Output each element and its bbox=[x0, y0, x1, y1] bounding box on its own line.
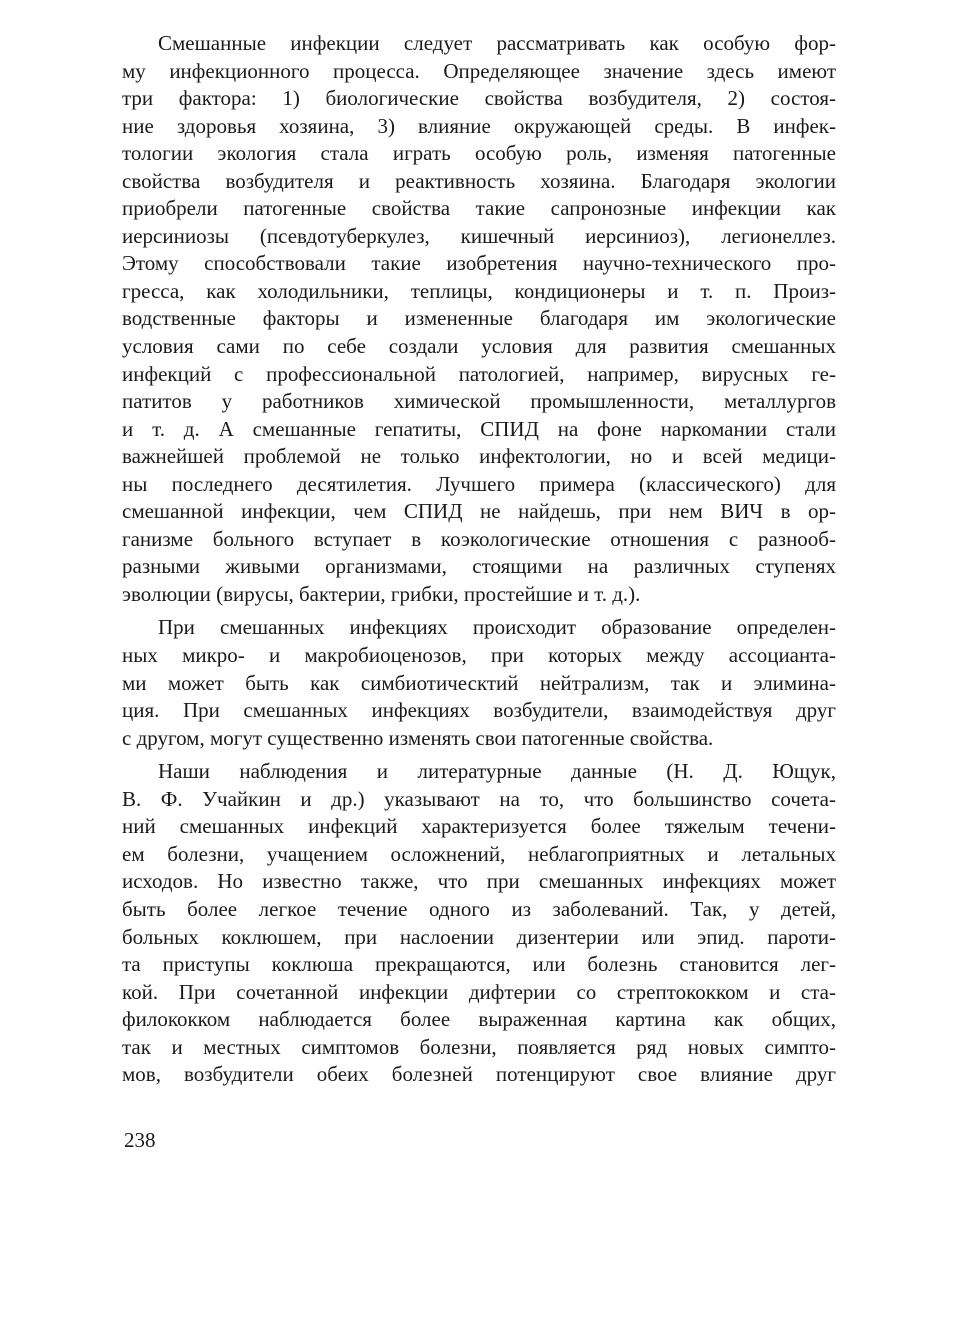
text-line: Смешанные инфекции следует рассматривать как особую фор- bbox=[158, 31, 836, 55]
text-line: тологии экология стала играть особую роль, изменяя патогенные bbox=[122, 141, 836, 166]
text-line: ганизме больного вступает в коэкологические отношения с разнооб- bbox=[122, 526, 836, 551]
text-line: инфекций с профессиональной патологией, например, вирусных ге- bbox=[122, 361, 836, 386]
text-line: три фактора: 1) биологические свойства возбудителя, 2) состоя- bbox=[122, 86, 836, 111]
text-line: патитов у работников химической промышленности, металлургов bbox=[122, 389, 836, 414]
text-line: Наши наблюдения и литературные данные (Н. Д. Ющук, bbox=[158, 759, 836, 784]
text-line: кой. При сочетанной инфекции дифтерии со стрептококком и ста- bbox=[122, 979, 836, 1004]
text-line: В. Ф. Учайкин и др.) указывают на то, что большинство сочета- bbox=[122, 786, 836, 811]
text-line: ны последнего десятилетия. Лучшего примера (классического) для bbox=[122, 471, 836, 496]
text-line: ние здоровья хозяина, 3) влияние окружающей среды. В инфек- bbox=[122, 113, 836, 138]
text-line: с другом, могут существенно изменять свои патогенные свойства. bbox=[122, 725, 714, 750]
text-line: му инфекционного процесса. Определяющее значение здесь имеют bbox=[122, 58, 836, 83]
paragraph-2 bbox=[122, 614, 836, 752]
text-line: свойства возбудителя и реактивность хозяина. Благодаря экологии bbox=[122, 168, 836, 193]
text-line: ция. При смешанных инфекциях возбудители, взаимодействуя друг bbox=[122, 698, 836, 723]
text-line: Этому способствовали такие изобретения научно-технического про- bbox=[122, 251, 836, 276]
text-line: эволюции (вирусы, бактерии, грибки, простейшие и т. д.). bbox=[122, 581, 641, 606]
text-line: быть более легкое течение одного из заболеваний. Так, у детей, bbox=[122, 896, 836, 921]
paragraph-1 bbox=[122, 30, 836, 608]
text-line: так и местных симптомов болезни, появляется ряд новых симпто- bbox=[122, 1034, 836, 1059]
text-line: мов, возбудители обеих болезней потенцируют свое влияние друг bbox=[122, 1062, 836, 1087]
text-line: больных коклюшем, при наслоении дизентерии или эпид. пароти- bbox=[122, 924, 836, 949]
text-line: важнейшей проблемой не только инфектологии, но и всей медици- bbox=[122, 444, 836, 469]
body-text bbox=[122, 30, 836, 1089]
text-line: ний смешанных инфекций характеризуется более тяжелым течени- bbox=[122, 814, 836, 839]
text-line: та приступы коклюша прекращаются, или болезнь становится лег- bbox=[122, 952, 836, 977]
text-line: При смешанных инфекциях происходит образование определен- bbox=[158, 615, 836, 640]
text-line: водственные факторы и измененные благодаря им экологические bbox=[122, 306, 836, 331]
text-line: ми может быть как симбиотическтий нейтрализм, так и элимина- bbox=[122, 670, 836, 695]
page-number: 238 bbox=[124, 1128, 156, 1152]
paragraph-3 bbox=[122, 758, 836, 1089]
text-line: приобрели патогенные свойства такие сапронозные инфекции как bbox=[122, 196, 836, 221]
text-line: смешанной инфекции, чем СПИД не найдешь, при нем ВИЧ в ор- bbox=[122, 499, 836, 524]
text-line: гресса, как холодильники, теплицы, кондиционеры и т. п. Произ- bbox=[122, 278, 836, 303]
text-line: разными живыми организмами, стоящими на различных ступенях bbox=[122, 554, 836, 579]
text-line: ем болезни, учащением осложнений, неблагоприятных и летальных bbox=[122, 841, 836, 866]
text-line: иерсиниозы (псевдотуберкулез, кишечный иерсиниоз), легионеллез. bbox=[122, 223, 836, 248]
text-line: исходов. Но известно также, что при смешанных инфекциях может bbox=[122, 869, 836, 894]
text-line: ных микро- и макробиоценозов, при которых между ассоцианта- bbox=[122, 643, 836, 668]
text-line: условия сами по себе создали условия для развития смешанных bbox=[122, 334, 836, 359]
text-line: и т. д. А смешанные гепатиты, СПИД на фоне наркомании стали bbox=[122, 416, 836, 441]
text-line: филококком наблюдается более выраженная картина как общих, bbox=[122, 1007, 836, 1032]
